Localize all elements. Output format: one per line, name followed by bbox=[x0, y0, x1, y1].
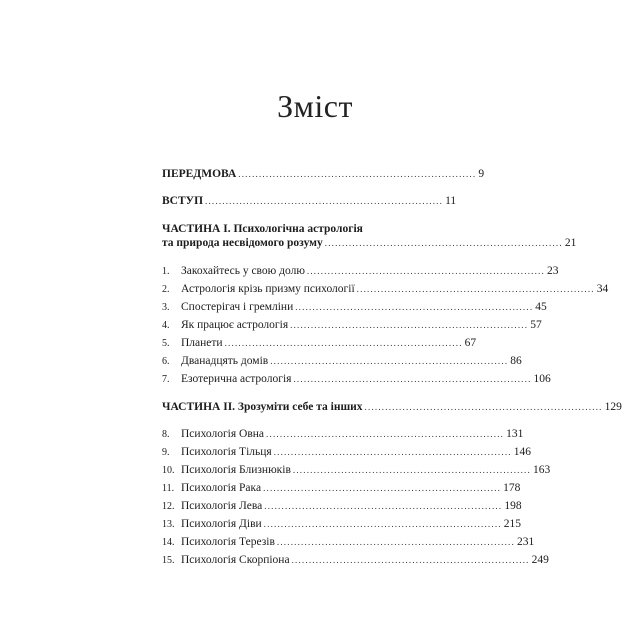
chapter-title: Психологія Лева bbox=[181, 500, 263, 512]
dot-leader: ..................................................................... bbox=[273, 447, 512, 457]
toc-page-number: 45 bbox=[535, 301, 547, 313]
chapter-number: 1. bbox=[162, 266, 170, 277]
dot-leader: ..................................................................... bbox=[266, 429, 505, 439]
dot-leader: ..................................................................... bbox=[291, 555, 530, 565]
toc-page-number: 23 bbox=[546, 265, 559, 277]
dot-leader: ..................................................................... bbox=[238, 169, 477, 179]
chapter-number: 14. bbox=[162, 537, 175, 548]
toc-chapter bbox=[162, 336, 477, 351]
toc-chapter bbox=[162, 463, 551, 478]
dot-leader: ..................................................................... bbox=[356, 284, 595, 294]
toc-page-number: 249 bbox=[531, 554, 549, 566]
dot-leader: ..................................................................... bbox=[295, 302, 534, 312]
chapter-number: 10. bbox=[162, 465, 175, 476]
toc-chapter bbox=[162, 318, 542, 333]
toc-chapter bbox=[162, 499, 522, 514]
chapter-number: 15. bbox=[162, 555, 175, 566]
dot-leader: ..................................................................... bbox=[263, 483, 502, 493]
toc-chapter bbox=[162, 264, 559, 279]
toc-page-number: 67 bbox=[464, 337, 477, 349]
toc-entry-foreword bbox=[162, 167, 485, 181]
toc-page-number: 86 bbox=[510, 355, 522, 367]
chapter-title: Психологія Тільця bbox=[181, 446, 272, 458]
toc-chapter bbox=[162, 372, 551, 387]
toc-entry-label: ПЕРЕДМОВА bbox=[162, 168, 237, 180]
dot-leader: ..................................................................... bbox=[293, 374, 532, 384]
chapter-title: Астрологія крізь призму психології bbox=[181, 283, 355, 295]
toc-part-2 bbox=[162, 400, 622, 414]
toc-page-number: 178 bbox=[503, 482, 521, 494]
toc-part-2-heading: ЧАСТИНА ІІ. Зрозуміти себе та інших bbox=[162, 401, 363, 413]
toc-part-1-heading-cont: та природа несвідомого розуму bbox=[162, 237, 323, 249]
chapter-title: Психологія Терезів bbox=[181, 536, 275, 548]
chapter-title: Психологія Рака bbox=[181, 482, 262, 494]
dot-leader: ..................................................................... bbox=[292, 465, 531, 475]
toc-page-number: 106 bbox=[533, 373, 551, 385]
dot-leader: ..................................................................... bbox=[224, 338, 463, 348]
toc-page-number: 129 bbox=[604, 401, 622, 413]
toc-chapter bbox=[162, 300, 547, 315]
chapter-title: Дванадцять домів bbox=[181, 355, 269, 367]
toc-page-number: 163 bbox=[532, 464, 551, 476]
chapter-title: Планети bbox=[181, 337, 223, 349]
chapter-number: 2. bbox=[162, 284, 170, 295]
toc-page-number: 146 bbox=[513, 446, 531, 458]
chapter-number: 7. bbox=[162, 374, 170, 385]
toc-chapter bbox=[162, 481, 521, 496]
chapter-number: 13. bbox=[162, 519, 175, 530]
toc-chapter bbox=[162, 354, 522, 369]
chapter-title: Психологія Близнюків bbox=[181, 464, 291, 476]
toc-chapter bbox=[162, 427, 524, 442]
toc-part-1-heading: ЧАСТИНА І. Психологічна астрологія bbox=[162, 223, 363, 235]
toc-page-number: 11 bbox=[445, 195, 457, 207]
toc-page-number: 231 bbox=[516, 536, 535, 548]
chapter-title: Психологія Овна bbox=[181, 428, 265, 440]
toc-chapter bbox=[162, 282, 609, 297]
toc-page-number: 9 bbox=[478, 168, 485, 180]
toc-chapter bbox=[162, 553, 549, 568]
toc-page-number: 34 bbox=[596, 283, 609, 295]
toc-page-number: 131 bbox=[506, 428, 524, 440]
toc-page-number: 57 bbox=[530, 319, 542, 331]
chapter-number: 6. bbox=[162, 356, 170, 367]
chapter-number: 4. bbox=[162, 320, 170, 331]
dot-leader: ..................................................................... bbox=[324, 238, 563, 248]
toc-page-number: 215 bbox=[503, 518, 521, 530]
page-title: Зміст bbox=[277, 88, 353, 124]
chapter-title: Закохайтесь у свою долю bbox=[181, 265, 305, 277]
dot-leader: ..................................................................... bbox=[264, 501, 503, 511]
toc-page-number: 198 bbox=[504, 500, 522, 512]
chapter-number: 9. bbox=[162, 447, 170, 458]
toc-part-1 bbox=[162, 222, 577, 250]
chapter-number: 5. bbox=[162, 338, 170, 349]
chapter-number: 12. bbox=[162, 501, 175, 512]
toc-chapter bbox=[162, 517, 521, 532]
dot-leader: ..................................................................... bbox=[306, 266, 545, 276]
toc-page-number: 21 bbox=[564, 237, 577, 249]
chapter-number: 3. bbox=[162, 302, 170, 313]
toc-entry-label: ВСТУП bbox=[162, 195, 204, 207]
toc-chapter bbox=[162, 535, 535, 550]
dot-leader: ..................................................................... bbox=[205, 196, 444, 206]
chapter-number: 11. bbox=[162, 483, 175, 494]
chapter-title: Езотерична астрологія bbox=[181, 373, 292, 385]
dot-leader: ..................................................................... bbox=[364, 402, 603, 412]
chapter-title: Як працює астрологія bbox=[181, 319, 289, 331]
toc-entry-introduction bbox=[162, 194, 457, 208]
toc-chapter bbox=[162, 445, 531, 460]
chapter-title: Психологія Скорпіона bbox=[181, 554, 290, 566]
dot-leader: ..................................................................... bbox=[263, 519, 502, 529]
chapter-number: 8. bbox=[162, 429, 170, 440]
dot-leader: ..................................................................... bbox=[290, 320, 529, 330]
dot-leader: ..................................................................... bbox=[270, 356, 509, 366]
dot-leader: ..................................................................... bbox=[276, 537, 515, 547]
chapter-title: Психологія Діви bbox=[181, 518, 262, 530]
chapter-title: Спостерігач і гремліни bbox=[181, 301, 294, 313]
